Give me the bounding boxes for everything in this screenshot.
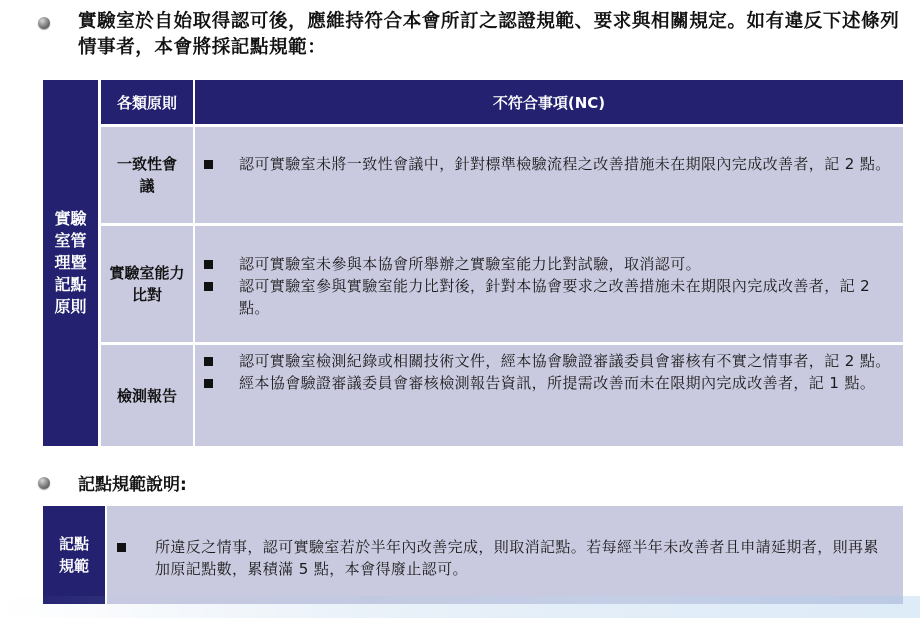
square-bullet-icon xyxy=(204,357,213,366)
square-bullet-icon xyxy=(204,160,213,169)
notes-table xyxy=(43,506,903,604)
principles-table xyxy=(43,80,903,446)
list-item: 所違反之情事，認可實驗室若於半年內改善完成，則取消記點。若每經半年未改善者且申請延期者，則再累加原記點數，累積滿 5 點，本會得廢止認可。 xyxy=(107,506,903,580)
row-category: 實驗室能力比對 xyxy=(101,226,193,342)
side-label: 實驗室管理暨記點原則 xyxy=(43,80,98,446)
notes-body xyxy=(107,506,903,604)
bullet-icon xyxy=(38,477,50,489)
bullet-icon xyxy=(38,17,50,29)
decorative-swoosh xyxy=(0,596,920,618)
list-item: 經本協會驗證審議委員會審核檢測報告資訊，所提需改善而未在限期內完成改善者，記 1 點。 xyxy=(195,372,903,394)
list-item: 認可實驗室未參與本協會所舉辦之實驗室能力比對試驗，取消認可。 xyxy=(195,253,903,275)
list-item: 認可實驗室參與實驗室能力比對後，針對本協會要求之改善措施未在期限內完成改善者，記 2 點。 xyxy=(195,275,903,319)
square-bullet-icon xyxy=(117,543,126,552)
row-category: 一致性會議 xyxy=(101,127,193,223)
row-nc xyxy=(195,345,903,446)
square-bullet-icon xyxy=(204,282,213,291)
row-nc xyxy=(195,226,903,342)
list-item: 認可實驗室檢測紀錄或相關技術文件，經本協會驗證審議委員會審核有不實之情事者，記 2 點。 xyxy=(195,350,903,372)
intro-text: 實驗室於自始取得認可後，應維持符合本會所訂之認證規範、要求與相關規定。如有違反下述條列情事者，本會將採記點規範： xyxy=(78,11,900,58)
row-category: 檢測報告 xyxy=(101,345,193,446)
notes-title: 記點規範說明: xyxy=(78,475,187,495)
row-nc xyxy=(195,127,903,223)
notes-side-label: 記點規範 xyxy=(43,506,105,604)
list-item: 認可實驗室未將一致性會議中，針對標準檢驗流程之改善措施未在期限內完成改善者，記 2 點。 xyxy=(195,153,903,175)
square-bullet-icon xyxy=(204,260,213,269)
header-nc: 不符合事項(NC) xyxy=(195,80,903,124)
square-bullet-icon xyxy=(204,379,213,388)
header-category: 各類原則 xyxy=(101,80,193,124)
